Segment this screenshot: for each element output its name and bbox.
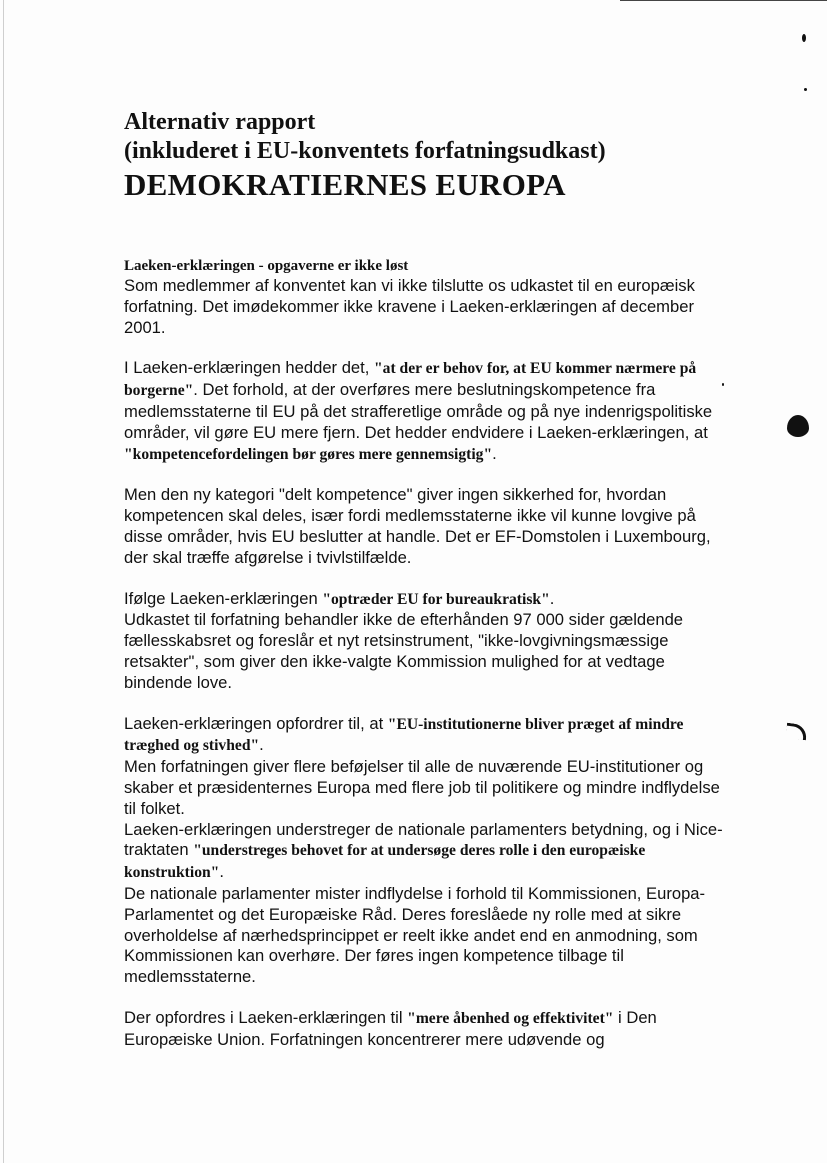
quote-closer-to-citizens: "at der er behov for, at EU kommer nærmere på borgerne" <box>124 360 697 400</box>
scan-speck-top <box>802 34 806 42</box>
scan-ink-blot <box>787 415 809 437</box>
paragraph-institutions: Men forfatningen giver flere beføjelser til alle de nuværende EU-institutioner og skaber et præsidenternes Europa med flere job til politikere og mindre indflydelse til folket. <box>124 757 720 818</box>
title-line-3: DEMOKRATIERNES EUROPA <box>124 167 566 202</box>
quote-national-parliaments: "understreges behovet for at undersøge deres rolle i den europæiske konstruktion" <box>124 842 646 882</box>
paragraph-bureaucracy-lead: Ifølge Laeken-erklæringen "optræder EU for bureaukratisk". <box>124 588 555 608</box>
paragraph-shared-competence: Men den ny kategori "delt kompetence" giver ingen sikkerhed for, hvordan kompetencen skal deles, især fordi medlemsstaterne ikke vil kunne lovgive på disse områder, hvis EU beslutter at handle. Det er EF-Domstolen i Luxembourg, der skal træffe afgørelse i tvivlstilfælde. <box>124 485 711 567</box>
paragraph-bureaucracy: Udkastet til forfatning behandler ikke de efterhånden 97 000 sider gældende fællesskabsret og foreslår et nyt retsinstrument, "ikke-lovgivningsmæssige retsakter", som giver den ikke-valgte Kommission mulighed for at vedtage bindende love. <box>124 610 684 692</box>
scan-hook-mark <box>785 723 808 741</box>
title-line-2: (inkluderet i EU-konventets forfatningsudkast) <box>124 138 606 164</box>
quote-institutions: "EU-institutionerne bliver præget af mindre træghed og stivhed" <box>124 715 684 755</box>
document-content <box>124 108 734 1051</box>
paragraph-intro: Som medlemmer af konventet kan vi ikke tilslutte os udkastet til en europæisk forfatning. Det imødekommer ikke kravene i Laeken-erklæringen af december 2001. <box>124 276 695 337</box>
paragraph-institutions-lead: Laeken-erklæringen opfordrer til, at "EU-institutionerne bliver præget af mindre træghed og stivhed". <box>124 713 684 755</box>
paragraph-openness: Der opfordres i Laeken-erklæringen til "mere åbenhed og effektivitet" i Den Europæiske Union. Forfatningen koncentrerer mere udøvende og <box>124 1007 657 1049</box>
scan-top-edge-line <box>620 0 827 1</box>
scan-left-edge <box>3 0 4 1163</box>
paragraph-closer-to-citizens: I Laeken-erklæringen hedder det, "at der er behov for, at EU kommer nærmere på borgerne". Det forhold, at der overføres mere beslutningskompetence fra medlemsstaterne til EU på det strafferetlige område og på nye indenrigspolitiske områder, vil gøre EU mere fjern. Det hedder endvidere i Laeken-erklæringen, at "kompetencefordelingen bør gøres mere gennemsigtig". <box>124 358 713 463</box>
scan-speck-small <box>804 88 807 91</box>
quote-transparency: "kompetencefordelingen bør gøres mere gennemsigtig" <box>124 445 493 463</box>
title-line-1: Alternativ rapport <box>124 109 316 135</box>
section-heading-laeken: Laeken-erklæringen - opgaverne er ikke løst <box>124 258 409 274</box>
quote-bureaucracy: "optræder EU for bureaukratisk" <box>322 590 550 608</box>
quote-openness: "mere åbenhed og effektivitet" <box>407 1009 614 1027</box>
paragraph-national-parliaments-lead: Laeken-erklæringen understreger de nationale parlamenters betydning, og i Nice-traktaten "understreges behovet for at undersøge deres rolle i den europæiske konstruktion". <box>124 819 723 882</box>
paragraph-national-parliaments: De nationale parlamenter mister indflydelse i forhold til Kommissionen, Europa-Parlamentet og det Europæiske Råd. Deres foreslåede ny rolle med at sikre overholdelse af nærhedsprincippet er reelt ikke andet end en anmodning, som Kommissionen kan overhøre. Der føres ingen kompetence tilbage til medlemsstaterne. <box>124 883 706 987</box>
